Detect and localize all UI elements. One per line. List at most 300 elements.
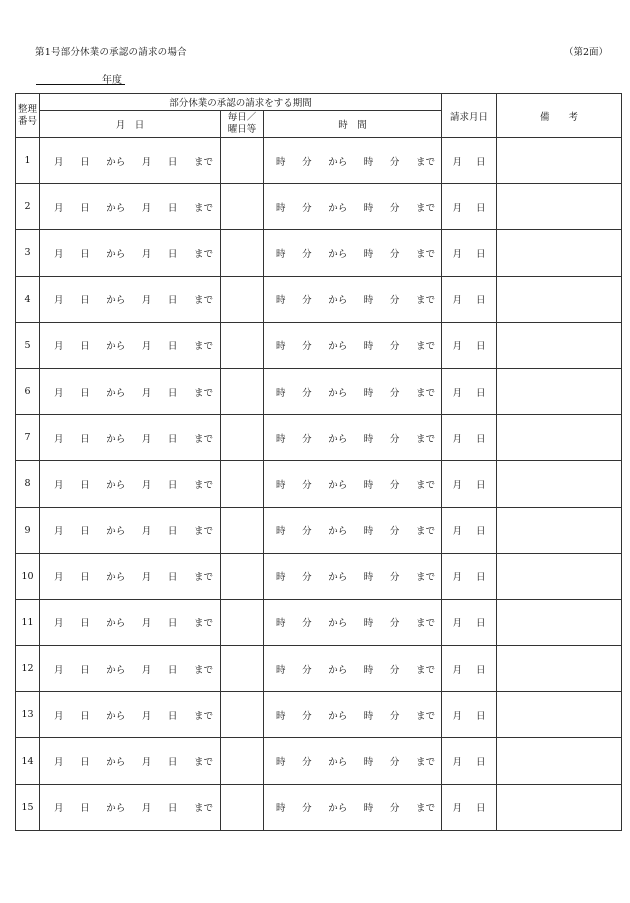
header-remarks: 備 考 (497, 94, 622, 138)
date-range-cell-text: 月 (141, 479, 152, 491)
page-label: （第2面） (563, 47, 608, 58)
time-range-cell-text: 分 (389, 479, 400, 491)
table-row (16, 322, 622, 368)
date-range-cell-text: 月 (54, 803, 64, 815)
time-range-cell-text: まで (415, 618, 435, 630)
time-range-cell-text: まで (415, 803, 435, 815)
time-range-cell[interactable] (264, 692, 442, 738)
weekday-cell[interactable] (221, 646, 264, 692)
request-date-cell-text: 月 (452, 433, 463, 445)
table-row (16, 461, 622, 507)
table-row (16, 184, 622, 230)
table-row (16, 692, 622, 738)
time-range-cell-text: から (328, 433, 348, 445)
year-label: 年度 (102, 75, 122, 86)
time-range-cell-text: まで (415, 341, 435, 353)
row-number: 3 (16, 230, 40, 276)
remarks-cell[interactable] (497, 784, 622, 830)
weekday-cell[interactable] (221, 138, 264, 184)
remarks-cell[interactable] (497, 322, 622, 368)
request-date-cell-text: 日 (476, 803, 486, 815)
table-row (16, 553, 622, 599)
time-range-cell-text: 時 (363, 156, 374, 168)
time-range-cell-text: 分 (389, 202, 400, 214)
time-range-cell[interactable] (264, 138, 442, 184)
time-range-cell-text: 分 (389, 156, 400, 168)
request-date-cell[interactable] (442, 138, 497, 184)
remarks-cell[interactable] (497, 692, 622, 738)
time-range-cell-text: 分 (302, 572, 312, 584)
time-range-cell-text: 分 (302, 526, 312, 538)
weekday-cell[interactable] (221, 368, 264, 414)
date-range-cell-text: 月 (54, 202, 64, 214)
time-range-cell-text: 分 (302, 479, 312, 491)
weekday-cell[interactable] (221, 184, 264, 230)
date-range-cell-text: 月 (141, 433, 152, 445)
time-range-cell[interactable] (264, 461, 442, 507)
time-range-cell[interactable] (264, 230, 442, 276)
time-range-cell-text: 時 (363, 202, 374, 214)
weekday-cell[interactable] (221, 276, 264, 322)
date-range-cell[interactable] (40, 415, 221, 461)
date-range-cell-text: 月 (141, 248, 152, 260)
date-range-cell-text: から (106, 248, 126, 260)
weekday-cell[interactable] (221, 553, 264, 599)
date-range-cell-text: 日 (80, 526, 90, 538)
time-range-cell-text: 分 (302, 710, 312, 722)
request-date-cell[interactable] (442, 461, 497, 507)
date-range-cell-text: 月 (141, 387, 152, 399)
time-range-cell-text: から (328, 757, 348, 769)
request-date-cell-text: 日 (476, 295, 486, 307)
request-date-cell-text: 月 (452, 526, 463, 538)
time-range-cell-text: 分 (302, 295, 312, 307)
form-title: 第1号部分休業の承認の請求の場合 (35, 47, 187, 58)
time-range-cell-text: 時 (363, 248, 374, 260)
time-range-cell-text: 分 (302, 618, 312, 630)
time-range-cell-text: 分 (302, 248, 312, 260)
request-date-cell-text: 月 (452, 618, 463, 630)
header-period: 部分休業の承認の請求をする期間 (40, 94, 442, 111)
date-range-cell[interactable] (40, 599, 221, 645)
date-range-cell-text: 月 (141, 618, 152, 630)
time-range-cell-text: 分 (302, 433, 312, 445)
date-range-cell-text: から (106, 433, 126, 445)
request-date-cell[interactable] (442, 692, 497, 738)
date-range-cell-text: から (106, 156, 126, 168)
date-range-cell[interactable] (40, 461, 221, 507)
request-date-cell[interactable] (442, 646, 497, 692)
date-range-cell-text: まで (193, 433, 213, 445)
request-date-cell[interactable] (442, 553, 497, 599)
weekday-cell[interactable] (221, 322, 264, 368)
time-range-cell-text: 分 (389, 618, 400, 630)
date-range-cell-text: 月 (54, 710, 64, 722)
time-range-cell-text: 時 (276, 572, 286, 584)
request-date-cell-text: 日 (476, 710, 486, 722)
date-range-cell-text: まで (193, 757, 213, 769)
time-range-cell-text: 分 (389, 433, 400, 445)
time-range-cell-text: 時 (363, 387, 374, 399)
date-range-cell-text: 月 (141, 295, 152, 307)
date-range-cell-text: 日 (80, 433, 90, 445)
date-range-cell[interactable] (40, 184, 221, 230)
date-range-cell-text: 日 (80, 341, 90, 353)
header-weekday: 毎日／ 曜日等 (221, 111, 264, 138)
date-range-cell-text: 月 (54, 295, 64, 307)
request-date-cell-text: 月 (452, 803, 463, 815)
request-date-cell-text: 日 (476, 572, 486, 584)
request-date-cell-text: 日 (476, 618, 486, 630)
request-date-cell-text: 日 (476, 387, 486, 399)
date-range-cell-text: から (106, 803, 126, 815)
date-range-cell-text: から (106, 479, 126, 491)
row-number: 6 (16, 368, 40, 414)
date-range-cell-text: 月 (54, 433, 64, 445)
remarks-cell[interactable] (497, 368, 622, 414)
time-range-cell-text: 時 (276, 664, 286, 676)
date-range-cell-text: まで (193, 803, 213, 815)
date-range-cell[interactable] (40, 276, 221, 322)
table-row (16, 599, 622, 645)
time-range-cell[interactable] (264, 322, 442, 368)
request-date-cell-text: 月 (452, 572, 463, 584)
time-range-cell-text: 時 (276, 387, 286, 399)
time-range-cell-text: 時 (363, 664, 374, 676)
remarks-cell[interactable] (497, 276, 622, 322)
time-range-cell-text: まで (415, 248, 435, 260)
date-range-cell-text: まで (193, 341, 213, 353)
time-range-cell-text: から (328, 618, 348, 630)
header-time: 時 間 (264, 111, 442, 138)
date-range-cell-text: まで (193, 387, 213, 399)
table-row (16, 415, 622, 461)
time-range-cell-text: 分 (389, 572, 400, 584)
date-range-cell-text: 日 (80, 757, 90, 769)
date-range-cell-text: 日 (167, 202, 178, 214)
request-date-cell-text: 日 (476, 248, 486, 260)
weekday-cell[interactable] (221, 692, 264, 738)
time-range-cell-text: から (328, 664, 348, 676)
time-range-cell[interactable] (264, 738, 442, 784)
weekday-cell[interactable] (221, 784, 264, 830)
date-range-cell-text: から (106, 664, 126, 676)
date-range-cell-text: 日 (80, 295, 90, 307)
time-range-cell-text: 分 (389, 248, 400, 260)
request-date-cell-text: 月 (452, 341, 463, 353)
date-range-cell-text: まで (193, 479, 213, 491)
request-date-cell[interactable] (442, 415, 497, 461)
time-range-cell-text: 時 (276, 710, 286, 722)
time-range-cell-text: 分 (389, 341, 400, 353)
date-range-cell-text: 月 (141, 526, 152, 538)
request-date-cell[interactable] (442, 368, 497, 414)
time-range-cell-text: 分 (302, 202, 312, 214)
date-range-cell-text: まで (193, 664, 213, 676)
time-range-cell-text: から (328, 295, 348, 307)
date-range-cell[interactable] (40, 368, 221, 414)
date-range-cell-text: から (106, 757, 126, 769)
time-range-cell-text: まで (415, 710, 435, 722)
date-range-cell-text: 日 (80, 710, 90, 722)
time-range-cell-text: まで (415, 572, 435, 584)
request-date-cell-text: 月 (452, 710, 463, 722)
time-range-cell-text: 時 (276, 156, 286, 168)
date-range-cell-text: 月 (54, 618, 64, 630)
date-range-cell-text: 日 (167, 710, 178, 722)
request-date-cell-text: 日 (476, 433, 486, 445)
time-range-cell-text: 時 (276, 757, 286, 769)
request-date-cell[interactable] (442, 276, 497, 322)
date-range-cell-text: 日 (167, 341, 178, 353)
date-range-cell-text: まで (193, 618, 213, 630)
time-range-cell-text: 時 (276, 526, 286, 538)
request-date-cell[interactable] (442, 599, 497, 645)
time-range-cell-text: から (328, 202, 348, 214)
time-range-cell-text: から (328, 479, 348, 491)
time-range-cell-text: 時 (363, 479, 374, 491)
time-range-cell-text: 時 (276, 248, 286, 260)
row-number: 13 (16, 692, 40, 738)
date-range-cell-text: 月 (54, 757, 64, 769)
request-date-cell-text: 日 (476, 664, 486, 676)
date-range-cell-text: 日 (80, 387, 90, 399)
request-date-cell-text: 日 (476, 526, 486, 538)
date-range-cell-text: まで (193, 202, 213, 214)
date-range-cell-text: から (106, 618, 126, 630)
time-range-cell-text: 時 (276, 433, 286, 445)
time-range-cell-text: から (328, 803, 348, 815)
date-range-cell-text: まで (193, 572, 213, 584)
request-date-cell-text: 日 (476, 156, 486, 168)
time-range-cell-text: から (328, 156, 348, 168)
time-range-cell[interactable] (264, 784, 442, 830)
time-range-cell-text: まで (415, 757, 435, 769)
date-range-cell-text: 月 (54, 664, 64, 676)
time-range-cell-text: 時 (276, 341, 286, 353)
time-range-cell-text: から (328, 572, 348, 584)
time-range-cell[interactable] (264, 646, 442, 692)
remarks-cell[interactable] (497, 553, 622, 599)
request-date-cell[interactable] (442, 184, 497, 230)
time-range-cell-text: まで (415, 156, 435, 168)
time-range-cell[interactable] (264, 553, 442, 599)
remarks-cell[interactable] (497, 738, 622, 784)
time-range-cell-text: から (328, 710, 348, 722)
time-range-cell-text: 時 (363, 757, 374, 769)
time-range-cell[interactable] (264, 507, 442, 553)
date-range-cell-text: 月 (54, 526, 64, 538)
date-range-cell-text: 月 (141, 341, 152, 353)
request-date-cell[interactable] (442, 230, 497, 276)
date-range-cell-text: 日 (80, 803, 90, 815)
date-range-cell-text: 日 (80, 572, 90, 584)
time-range-cell-text: 分 (389, 757, 400, 769)
weekday-cell[interactable] (221, 507, 264, 553)
time-range-cell-text: 時 (363, 526, 374, 538)
date-range-cell-text: 日 (167, 479, 178, 491)
date-range-cell-text: 月 (141, 156, 152, 168)
request-date-cell-text: 月 (452, 387, 463, 399)
date-range-cell-text: まで (193, 248, 213, 260)
request-date-cell-text: 月 (452, 479, 463, 491)
date-range-cell-text: 日 (167, 526, 178, 538)
date-range-cell[interactable] (40, 738, 221, 784)
remarks-cell[interactable] (497, 461, 622, 507)
time-range-cell-text: から (328, 387, 348, 399)
time-range-cell[interactable] (264, 599, 442, 645)
time-range-cell-text: 時 (363, 295, 374, 307)
row-number: 1 (16, 138, 40, 184)
table-row (16, 138, 622, 184)
time-range-cell[interactable] (264, 368, 442, 414)
date-range-cell-text: 日 (80, 156, 90, 168)
request-date-cell[interactable] (442, 507, 497, 553)
time-range-cell-text: まで (415, 433, 435, 445)
date-range-cell-text: 日 (167, 156, 178, 168)
date-range-cell-text: 日 (167, 295, 178, 307)
time-range-cell[interactable] (264, 184, 442, 230)
date-range-cell[interactable] (40, 507, 221, 553)
row-number: 12 (16, 646, 40, 692)
time-range-cell-text: まで (415, 479, 435, 491)
time-range-cell-text: から (328, 526, 348, 538)
time-range-cell-text: 分 (302, 341, 312, 353)
time-range-cell-text: 分 (389, 295, 400, 307)
table-row (16, 646, 622, 692)
weekday-cell[interactable] (221, 230, 264, 276)
time-range-cell-text: 分 (389, 526, 400, 538)
date-range-cell-text: 日 (80, 664, 90, 676)
date-range-cell[interactable] (40, 230, 221, 276)
date-range-cell-text: 月 (54, 156, 64, 168)
date-range-cell[interactable] (40, 646, 221, 692)
time-range-cell-text: 時 (276, 202, 286, 214)
date-range-cell-text: 月 (54, 387, 64, 399)
date-range-cell-text: 月 (54, 341, 64, 353)
time-range-cell-text: 分 (389, 803, 400, 815)
time-range-cell-text: 分 (302, 664, 312, 676)
row-number: 4 (16, 276, 40, 322)
date-range-cell-text: 日 (167, 433, 178, 445)
remarks-cell[interactable] (497, 415, 622, 461)
remarks-cell[interactable] (497, 138, 622, 184)
request-date-cell-text: 日 (476, 341, 486, 353)
time-range-cell-text: 分 (389, 664, 400, 676)
time-range-cell-text: から (328, 341, 348, 353)
request-date-cell-text: 月 (452, 156, 463, 168)
date-range-cell-text: 月 (54, 248, 64, 260)
date-range-cell-text: から (106, 295, 126, 307)
leave-request-table (15, 93, 622, 831)
header-request-date: 請求月日 (442, 94, 497, 138)
remarks-cell[interactable] (497, 230, 622, 276)
request-date-cell-text: 日 (476, 202, 486, 214)
remarks-cell[interactable] (497, 184, 622, 230)
weekday-cell[interactable] (221, 461, 264, 507)
date-range-cell-text: 月 (141, 572, 152, 584)
date-range-cell-text: 月 (141, 757, 152, 769)
date-range-cell-text: 日 (167, 757, 178, 769)
date-range-cell[interactable] (40, 553, 221, 599)
date-range-cell-text: 日 (167, 387, 178, 399)
request-date-cell[interactable] (442, 322, 497, 368)
date-range-cell-text: まで (193, 526, 213, 538)
date-range-cell[interactable] (40, 692, 221, 738)
time-range-cell-text: 時 (363, 433, 374, 445)
date-range-cell-text: 月 (141, 710, 152, 722)
row-number: 9 (16, 507, 40, 553)
header-date: 月 日 (40, 111, 221, 138)
request-date-cell[interactable] (442, 738, 497, 784)
date-range-cell-text: 月 (141, 202, 152, 214)
time-range-cell-text: 時 (276, 295, 286, 307)
date-range-cell-text: 日 (80, 248, 90, 260)
time-range-cell[interactable] (264, 415, 442, 461)
time-range-cell-text: 時 (363, 618, 374, 630)
date-range-cell-text: まで (193, 156, 213, 168)
time-range-cell-text: 分 (302, 803, 312, 815)
row-number: 5 (16, 322, 40, 368)
date-range-cell-text: まで (193, 295, 213, 307)
time-range-cell-text: 時 (363, 572, 374, 584)
request-date-cell[interactable] (442, 784, 497, 830)
time-range-cell-text: まで (415, 202, 435, 214)
date-range-cell-text: から (106, 710, 126, 722)
remarks-cell[interactable] (497, 599, 622, 645)
weekday-cell[interactable] (221, 415, 264, 461)
time-range-cell-text: 分 (389, 710, 400, 722)
table-row (16, 276, 622, 322)
time-range-cell-text: から (328, 248, 348, 260)
date-range-cell[interactable] (40, 138, 221, 184)
weekday-cell[interactable] (221, 599, 264, 645)
header-number: 整理 番号 (16, 94, 40, 138)
date-range-cell-text: 日 (80, 202, 90, 214)
remarks-cell[interactable] (497, 646, 622, 692)
time-range-cell-text: 分 (302, 757, 312, 769)
date-range-cell-text: 日 (167, 618, 178, 630)
time-range-cell-text: 分 (302, 387, 312, 399)
table-row (16, 230, 622, 276)
date-range-cell-text: 日 (167, 572, 178, 584)
date-range-cell-text: 日 (167, 664, 178, 676)
date-range-cell-text: 日 (167, 803, 178, 815)
request-date-cell-text: 月 (452, 248, 463, 260)
table-row (16, 784, 622, 830)
row-number: 7 (16, 415, 40, 461)
date-range-cell-text: から (106, 387, 126, 399)
row-number: 2 (16, 184, 40, 230)
time-range-cell-text: 時 (276, 618, 286, 630)
time-range-cell[interactable] (264, 276, 442, 322)
request-date-cell-text: 月 (452, 202, 463, 214)
date-range-cell-text: から (106, 202, 126, 214)
date-range-cell[interactable] (40, 322, 221, 368)
request-date-cell-text: 日 (476, 757, 486, 769)
date-range-cell-text: 月 (141, 803, 152, 815)
remarks-cell[interactable] (497, 507, 622, 553)
date-range-cell[interactable] (40, 784, 221, 830)
time-range-cell-text: 時 (363, 803, 374, 815)
date-range-cell-text: 日 (167, 248, 178, 260)
time-range-cell-text: まで (415, 295, 435, 307)
row-number: 8 (16, 461, 40, 507)
time-range-cell-text: まで (415, 526, 435, 538)
weekday-cell[interactable] (221, 738, 264, 784)
date-range-cell-text: から (106, 341, 126, 353)
row-number: 15 (16, 784, 40, 830)
